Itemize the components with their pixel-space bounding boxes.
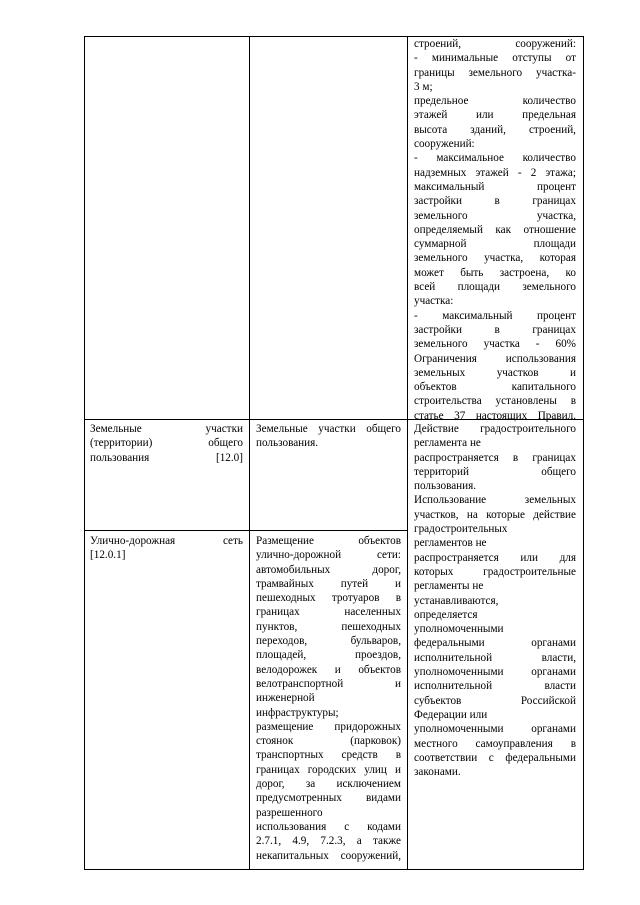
text-line: строительства установлены в xyxy=(414,395,576,408)
text-line: исполнительной власти, xyxy=(414,651,576,664)
text-line: законами. xyxy=(414,766,461,779)
text-line: разрешенного xyxy=(256,806,323,819)
text-line: использования с кодами xyxy=(256,820,401,833)
row3-col1-use-name xyxy=(90,534,243,563)
text-line: регламента не xyxy=(414,437,481,450)
text-line: максимальный процент xyxy=(414,180,576,193)
text-line: участков, на которые действие xyxy=(414,508,576,521)
row2-col3-regulation-note xyxy=(414,422,576,779)
text-line: Размещение объектов xyxy=(256,535,401,547)
regulation-table xyxy=(84,36,584,870)
text-line: площадей, проездов, xyxy=(256,649,401,662)
text-line: границах городских улиц и xyxy=(256,763,401,776)
text-line: границы земельного участка- xyxy=(414,66,576,79)
text-line: некапитальных сооружений, xyxy=(256,849,401,862)
text-line: градостроительных xyxy=(414,523,508,536)
text-line: субъектов Российской xyxy=(414,694,576,707)
text-line: федеральными органами xyxy=(414,637,576,650)
table-border-bottom xyxy=(84,869,584,870)
text-line: инженерной xyxy=(256,692,315,705)
text-line: пользования [12.0] xyxy=(90,451,243,464)
row2-col1-use-name xyxy=(90,422,243,465)
table-border-left xyxy=(84,36,85,870)
text-line: Федерации или xyxy=(414,708,488,721)
text-line: [12.0.1] xyxy=(90,549,126,562)
text-line: стоянок (парковок) xyxy=(256,735,401,748)
text-line: местного самоуправления в xyxy=(414,737,576,750)
text-line: исполнительной власти xyxy=(414,680,576,693)
row3-col2-use-description xyxy=(256,534,401,863)
text-line: пользования. xyxy=(414,480,477,493)
text-line: соответствии с федеральными xyxy=(414,751,576,764)
column-divider-1 xyxy=(249,36,250,870)
text-line: уполномоченными xyxy=(414,623,504,636)
text-line: суммарной площади xyxy=(414,238,576,251)
text-line: уполномоченными органами xyxy=(414,666,576,679)
text-line: - минимальные отступы от xyxy=(414,52,576,65)
row2-col2-use-description xyxy=(256,422,401,451)
text-line: переходов, бульваров, xyxy=(256,635,401,648)
text-line: устанавливаются, xyxy=(414,594,499,607)
text-line: определяемый как отношение xyxy=(414,223,576,236)
text-line: пунктов, пешеходных xyxy=(256,620,401,633)
text-line: 3 м; xyxy=(414,80,433,93)
text-line: велотранспортной и xyxy=(256,677,401,690)
text-line: территорий общего xyxy=(414,465,576,478)
text-line: Земельные участки общего xyxy=(256,423,401,435)
text-line: застройки в границах xyxy=(414,323,576,336)
text-line: пользования. xyxy=(256,437,319,450)
text-line: объектов капитального xyxy=(414,381,576,394)
text-line: уполномоченными органами xyxy=(414,723,576,736)
text-line: дорог, за исключением xyxy=(256,778,401,791)
text-line: предельное количество xyxy=(414,95,576,108)
text-line: распространяется в границах xyxy=(414,451,576,464)
text-line: земельного участка, xyxy=(414,209,576,222)
text-line: размещение придорожных xyxy=(256,720,401,733)
row1-col3-parameters xyxy=(414,37,576,423)
text-line: земельного участка - 60% xyxy=(414,338,576,351)
text-line: регламенты не xyxy=(414,580,484,593)
text-line: трамвайных путей и xyxy=(256,577,401,590)
text-line: Использование земельных xyxy=(414,494,576,507)
text-line: пешеходных тротуаров в xyxy=(256,592,401,605)
text-line: (территории) общего xyxy=(90,437,243,450)
text-line: статье 37 настоящих Правил. xyxy=(414,409,576,422)
text-line: - максимальное количество xyxy=(414,152,576,165)
text-line: предусмотренных видами xyxy=(256,792,401,805)
text-line: распространяется или для xyxy=(414,551,576,564)
text-line: - максимальный процент xyxy=(414,309,576,322)
text-line: улично-дорожной сети: xyxy=(256,549,401,562)
column-divider-2 xyxy=(407,36,408,870)
text-line: границах населенных xyxy=(256,606,401,619)
text-line: которых градостроительные xyxy=(414,565,576,578)
text-line: сооружений: xyxy=(414,138,475,151)
text-line: Ограничения использования xyxy=(414,352,576,365)
text-line: надземных этажей - 2 этажа; xyxy=(414,166,576,179)
text-line: этажей или предельная xyxy=(414,109,576,122)
table-border-right xyxy=(583,36,584,870)
text-line: 2.7.1, 4.9, 7.2.3, а также xyxy=(256,835,401,848)
text-line: Земельные участки xyxy=(90,423,243,435)
text-line: Действие градостроительного xyxy=(414,423,576,435)
text-line: может быть застроена, ко xyxy=(414,266,576,279)
text-line: инфраструктуры; xyxy=(256,706,339,719)
text-line: велодорожек и объектов xyxy=(256,663,401,676)
text-line: транспортных средств в xyxy=(256,749,401,762)
text-line: высота зданий, строений, xyxy=(414,123,576,136)
text-line: участка: xyxy=(414,295,454,308)
text-line: Улично-дорожная сеть xyxy=(90,535,243,547)
text-line: земельных участков и xyxy=(414,366,576,379)
text-line: строений, сооружений: xyxy=(414,38,576,50)
row-divider-2 xyxy=(84,530,408,531)
text-line: регламентов не xyxy=(414,537,487,550)
text-line: застройки в границах xyxy=(414,195,576,208)
text-line: определяется xyxy=(414,608,478,621)
text-line: всей площади земельного xyxy=(414,281,576,294)
text-line: автомобильных дорог, xyxy=(256,563,401,576)
text-line: земельного участка, которая xyxy=(414,252,576,265)
